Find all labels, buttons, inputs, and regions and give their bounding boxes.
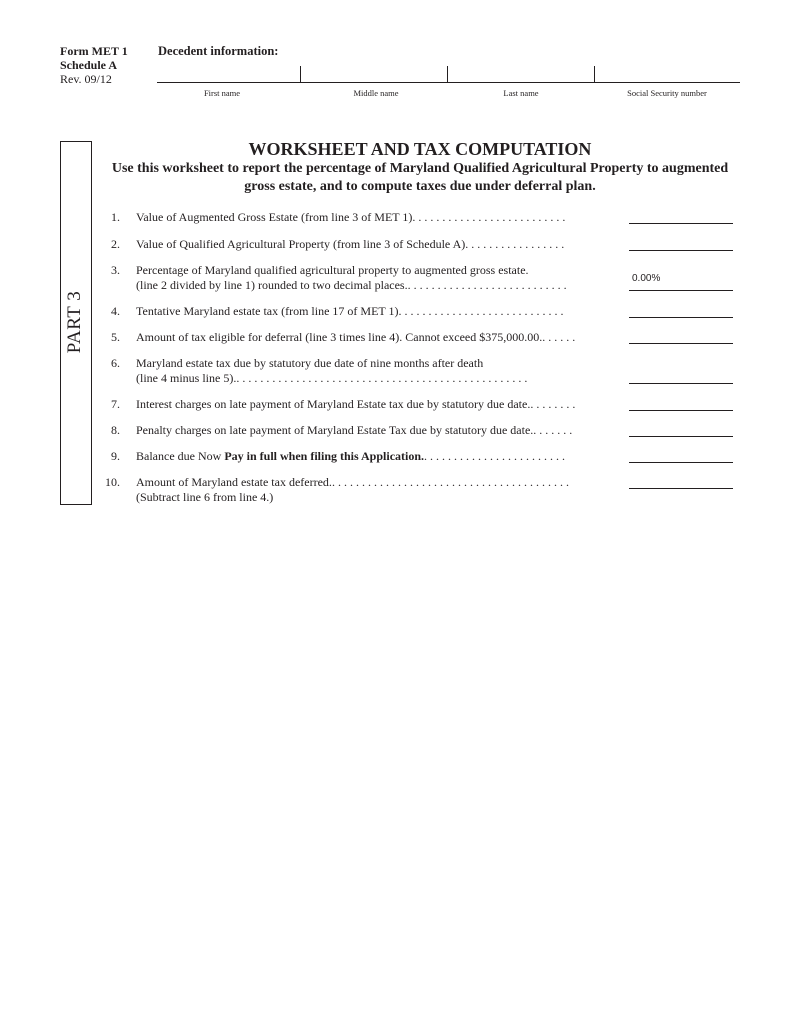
amount-field[interactable]	[629, 223, 733, 224]
part-label: PART 3	[64, 290, 85, 354]
ssn-field[interactable]	[597, 66, 739, 82]
last-name-field[interactable]	[450, 66, 592, 82]
leader-dots: . . . . . . . . . . . . . . . . . . . . . . . . . . . .	[398, 304, 564, 318]
line-number: 2.	[111, 237, 120, 251]
percentage-value: 0.00%	[632, 273, 661, 284]
line-text: Balance due Now Pay in full when filing this Application.. . . . . . . . . . . . . . . . . . . . . . . .	[136, 449, 566, 463]
line-text: Interest charges on late payment of Maryland Estate tax due by statutory due date.. . . . . . . .	[136, 397, 576, 411]
field-divider	[447, 66, 448, 82]
line-number: 4.	[111, 304, 120, 318]
form-id: Form MET 1	[60, 44, 128, 58]
amount-field[interactable]	[629, 250, 733, 251]
first-name-label: First name	[203, 88, 241, 98]
subtitle-line-1: Use this worksheet to report the percentage of Maryland Qualified Agricultural Property to augmented	[111, 161, 729, 176]
line-text: Penalty charges on late payment of Maryland Estate Tax due by statutory due date.. . . . . . .	[136, 423, 573, 437]
amount-field[interactable]	[629, 410, 733, 411]
leader-dots: . . . . . . . . . . . . . . . . . . . . . . . .	[424, 449, 566, 463]
amount-field[interactable]	[629, 383, 733, 384]
line-text: Value of Augmented Gross Estate (from line 3 of MET 1). . . . . . . . . . . . . . . . . . . . . . . . . .	[136, 210, 566, 224]
field-divider	[594, 66, 595, 82]
line-number: 6.	[111, 356, 120, 370]
field-divider	[300, 66, 301, 82]
line-text: Tentative Maryland estate tax (from line 17 of MET 1). . . . . . . . . . . . . . . . . . . . . . . . . . . .	[136, 304, 564, 318]
line-text: Maryland estate tax due by statutory due date of nine months after death (line 4 minus line 5).. . . . . . . . . . . . . . . . . . . . . . . . . . . . . . . . . . . . . . . . . . . . . . . . .	[136, 356, 528, 385]
decedent-underline	[157, 82, 740, 83]
percentage-field[interactable]	[629, 290, 733, 291]
last-name-label: Last name	[503, 88, 539, 98]
leader-dots: . . . . . . .	[533, 423, 573, 437]
amount-field[interactable]	[629, 488, 733, 489]
line-number: 1.	[111, 210, 120, 224]
ssn-label: Social Security number	[627, 88, 707, 98]
amount-field[interactable]	[629, 436, 733, 437]
line-number: 9.	[111, 449, 120, 463]
leader-dots: . . . . . . . . . . . . . . . . .	[465, 237, 565, 251]
revision-label: Rev. 09/12	[60, 72, 112, 86]
amount-field[interactable]	[629, 462, 733, 463]
amount-field[interactable]	[629, 317, 733, 318]
leader-dots: . . . . . . . .	[530, 397, 576, 411]
form-identifier	[60, 44, 128, 86]
line-text: Amount of Maryland estate tax deferred.. . . . . . . . . . . . . . . . . . . . . . . . . . . . . . . . . . . . . . . . (Subtract line 6 from line 4.)	[136, 475, 569, 504]
leader-dots: . . . . . . . . . . . . . . . . . . . . . . . . . . .	[407, 278, 567, 292]
leader-dots: . . . . . . . . . . . . . . . . . . . . . . . . . . . . . . . . . . . . . . . . . . . . . . . . .	[236, 371, 528, 385]
line-number: 7.	[111, 397, 120, 411]
middle-name-label: Middle name	[353, 88, 399, 98]
pay-in-full-note: Pay in full when filing this Application.	[224, 449, 425, 463]
line-number: 3.	[111, 263, 120, 277]
leader-dots: . . . . . .	[542, 330, 576, 344]
line-number: 10.	[105, 475, 120, 489]
amount-field[interactable]	[629, 343, 733, 344]
line-text: Percentage of Maryland qualified agricultural property to augmented gross estate. (line 2 divided by line 1) rounded to two decimal places.. . . . . . . . . . . . . . . . . . . . . . . . . . .	[136, 263, 567, 292]
middle-name-field[interactable]	[303, 66, 445, 82]
line-number: 5.	[111, 330, 120, 344]
schedule-label: Schedule A	[60, 58, 118, 72]
first-name-field[interactable]	[160, 66, 298, 82]
leader-dots: . . . . . . . . . . . . . . . . . . . . . . . . . .	[412, 210, 566, 224]
worksheet-subtitle	[100, 160, 740, 196]
line-text: Amount of tax eligible for deferral (line 3 times line 4). Cannot exceed $375,000.00.. . . . . .	[136, 330, 576, 344]
subtitle-line-2: gross estate, and to compute taxes due under deferral plan.	[244, 179, 596, 194]
worksheet-title: WORKSHEET AND TAX COMPUTATION	[248, 139, 592, 159]
leader-dots: . . . . . . . . . . . . . . . . . . . . . . . . . . . . . . . . . . . . . . . .	[331, 475, 569, 489]
decedent-title: Decedent information:	[158, 44, 279, 58]
line-number: 8.	[111, 423, 120, 437]
line-text: Value of Qualified Agricultural Property (from line 3 of Schedule A). . . . . . . . . . . . . . . . .	[136, 237, 565, 251]
